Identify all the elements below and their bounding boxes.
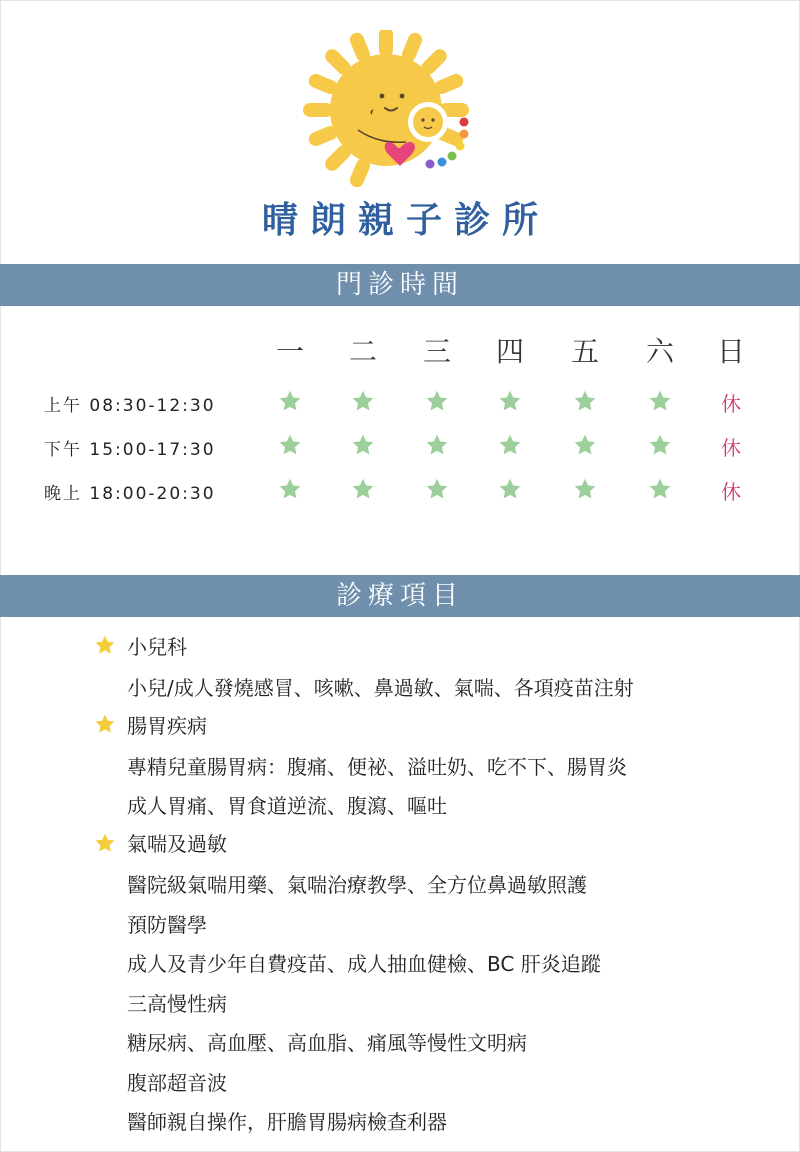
open-cell xyxy=(490,389,530,413)
closed-label: 休 xyxy=(721,436,741,460)
service-item: 專精兒童腸胃病：腹痛、便祕、溢吐奶、吃不下、腸胃炎 xyxy=(127,754,627,779)
closed-cell xyxy=(711,476,751,505)
star-bullet-icon xyxy=(94,832,116,854)
open-cell xyxy=(417,477,457,501)
open-cell xyxy=(270,477,310,501)
open-cell xyxy=(270,389,310,413)
star-bullet-icon xyxy=(94,634,116,656)
day-header: 二 xyxy=(348,335,377,368)
open-cell xyxy=(490,433,530,457)
service-item: 腹部超音波 xyxy=(127,1070,227,1095)
open-cell xyxy=(565,477,605,501)
service-category-label: 氣喘及過敏 xyxy=(127,832,227,856)
services-banner: 診療項目 xyxy=(0,575,800,617)
service-item: 成人胃痛、胃食道逆流、腹瀉、嘔吐 xyxy=(127,794,447,818)
time-slot-label: 晚上 18:00-20:30 xyxy=(44,484,216,504)
service-item: 成人及青少年自費疫苗、成人抽血健檢、BC 肝炎追蹤 xyxy=(127,952,601,976)
service-item: 醫院級氣喘用藥、氣喘治療教學、全方位鼻過敏照護 xyxy=(127,873,587,897)
day-header: 三 xyxy=(422,335,451,368)
open-cell xyxy=(565,433,605,457)
open-cell xyxy=(640,433,680,457)
star-icon xyxy=(278,477,302,501)
star-icon xyxy=(498,477,522,501)
open-cell xyxy=(417,389,457,413)
open-cell xyxy=(270,433,310,457)
star-icon xyxy=(425,389,449,413)
closed-cell xyxy=(711,388,751,417)
star-bullet-icon xyxy=(94,713,116,735)
day-header: 五 xyxy=(570,335,599,368)
service-category xyxy=(94,709,207,739)
closed-label: 休 xyxy=(721,392,741,416)
star-icon xyxy=(573,389,597,413)
day-header: 六 xyxy=(645,335,674,368)
service-category xyxy=(94,630,187,660)
service-item: 預防醫學 xyxy=(127,912,207,937)
open-cell xyxy=(640,477,680,501)
open-cell xyxy=(490,477,530,501)
star-icon xyxy=(648,433,672,457)
open-cell xyxy=(343,433,383,457)
star-icon xyxy=(278,433,302,457)
star-icon xyxy=(425,477,449,501)
service-category-label: 小兒科 xyxy=(127,634,187,659)
star-icon xyxy=(425,433,449,457)
star-icon xyxy=(573,433,597,457)
service-category-label: 腸胃疾病 xyxy=(127,713,207,738)
day-header: 一 xyxy=(275,335,304,368)
hours-banner: 門診時間 xyxy=(0,264,800,306)
time-slot-label: 上午 08:30-12:30 xyxy=(44,396,216,416)
star-icon xyxy=(278,389,302,413)
open-cell xyxy=(640,389,680,413)
day-header: 四 xyxy=(495,335,524,368)
star-icon xyxy=(498,389,522,413)
time-slot-label: 下午 15:00-17:30 xyxy=(44,440,216,460)
service-category xyxy=(94,828,227,858)
star-icon xyxy=(351,477,375,501)
service-item: 三高慢性病 xyxy=(127,991,227,1016)
closed-cell xyxy=(711,432,751,461)
star-icon xyxy=(498,433,522,457)
star-icon xyxy=(573,477,597,501)
star-icon xyxy=(351,389,375,413)
sun-hug-logo xyxy=(298,30,478,190)
star-icon xyxy=(648,389,672,413)
day-header: 日 xyxy=(716,335,745,368)
service-item: 醫師親自操作，肝膽胃腸病檢查利器 xyxy=(127,1110,447,1134)
service-item: 糖尿病、高血壓、高血脂、痛風等慢性文明病 xyxy=(127,1031,527,1055)
open-cell xyxy=(565,389,605,413)
service-item: 小兒/成人發燒感冒、咳嗽、鼻過敏、氣喘、各項疫苗注射 xyxy=(127,675,634,700)
open-cell xyxy=(417,433,457,457)
closed-label: 休 xyxy=(721,480,741,504)
clinic-name: 晴朗親子診所 xyxy=(261,200,550,241)
open-cell xyxy=(343,389,383,413)
star-icon xyxy=(351,433,375,457)
star-icon xyxy=(648,477,672,501)
open-cell xyxy=(343,477,383,501)
